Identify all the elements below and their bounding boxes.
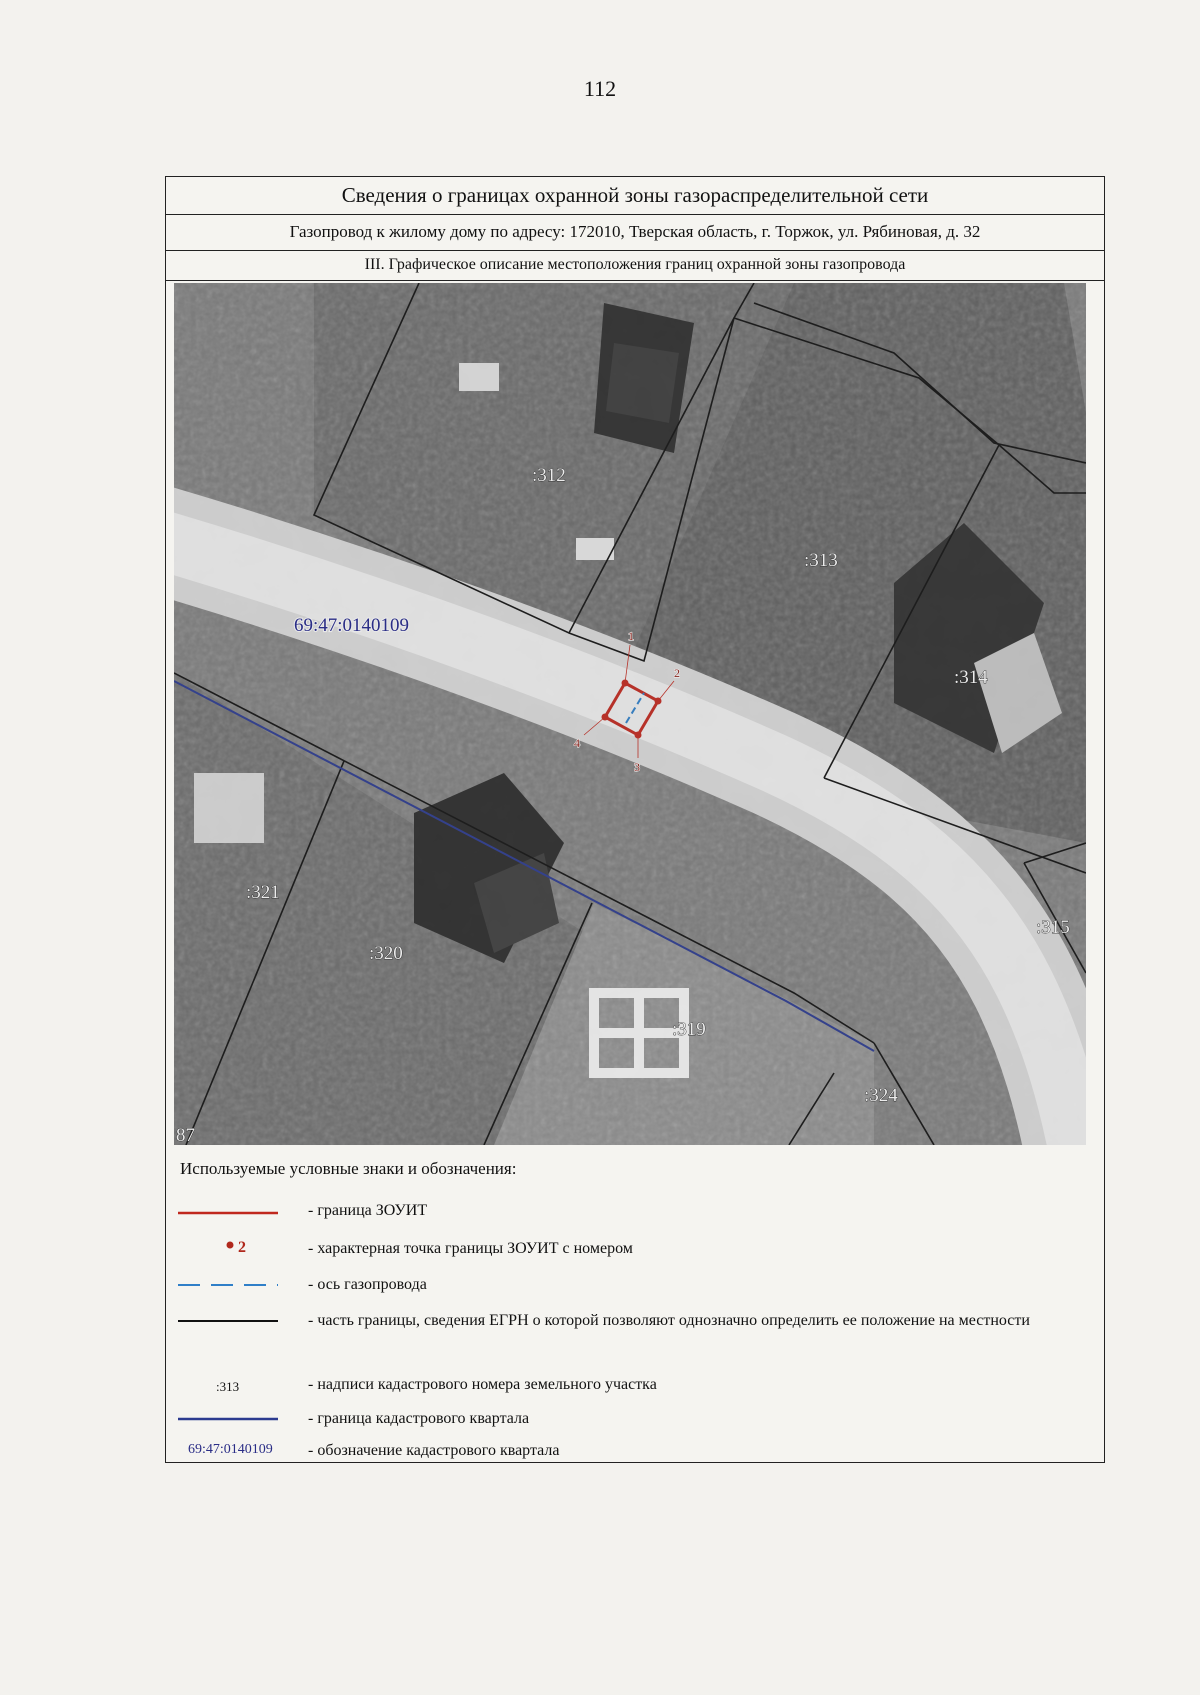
- legend-text: - граница кадастрового квартала: [308, 1410, 530, 1427]
- point-number-sample: 2: [238, 1239, 246, 1256]
- parcel-label-321: :321: [246, 882, 280, 903]
- parcel-label-sample: [178, 1373, 278, 1403]
- point-label-4: 4: [574, 736, 580, 750]
- document-title: Сведения о границах охранной зоны газораспределительной сети: [166, 177, 1104, 215]
- navy-line-icon: [178, 1405, 278, 1435]
- section-title: III. Графическое описание местоположения границ охранной зоны газопровода: [166, 251, 1104, 281]
- map-svg: [174, 283, 1086, 1145]
- quarter-label-sample-text: 69:47:0140109: [188, 1442, 273, 1457]
- blue-dashed-line-icon: [178, 1271, 278, 1301]
- parcel-label-313: :313: [804, 550, 838, 571]
- object-description: Газопровод к жилому дому по адресу: 172010, Тверская область, г. Торжок, ул. Рябиновая, д. 32: [166, 215, 1104, 251]
- legend-text: - ось газопровода: [308, 1276, 427, 1293]
- legend-text: - граница ЗОУИТ: [308, 1202, 428, 1219]
- parcel-label-315: :315: [1036, 917, 1070, 938]
- point-label-1: 1: [628, 629, 634, 643]
- quarter-label: 69:47:0140109: [294, 615, 410, 636]
- parcel-label-87: 87: [176, 1125, 195, 1145]
- photo-grain: [174, 283, 1086, 1145]
- parcel-label-312: :312: [532, 465, 566, 486]
- parcel-label-324: :324: [864, 1085, 898, 1106]
- page-number: 112: [583, 76, 617, 101]
- legend-text: - часть границы, сведения ЕГРН о которой позволяют однозначно определить ее положение на местности: [308, 1312, 1030, 1329]
- parcel-label-314: :314: [954, 667, 988, 688]
- point-label-2: 2: [674, 666, 680, 680]
- red-line-icon: [178, 1199, 278, 1229]
- red-point-icon: [178, 1235, 278, 1265]
- legend-title: Используемые условные знаки и обозначения:: [180, 1159, 517, 1178]
- legend-text: - обозначение кадастрового квартала: [308, 1442, 560, 1459]
- aerial-map: [174, 283, 1086, 1145]
- parcel-label-319: :319: [672, 1019, 706, 1040]
- legend-text: - надписи кадастрового номера земельного участка: [308, 1376, 657, 1393]
- point-label-3: 3: [634, 760, 640, 774]
- quarter-label-sample: [178, 1437, 278, 1467]
- document-frame: [165, 176, 1105, 1463]
- parcel-label-320: :320: [369, 943, 403, 964]
- legend-text: - характерная точка границы ЗОУИТ с номером: [308, 1240, 633, 1257]
- parcel-label-sample-text: :313: [216, 1379, 240, 1394]
- black-line-icon: [178, 1307, 278, 1337]
